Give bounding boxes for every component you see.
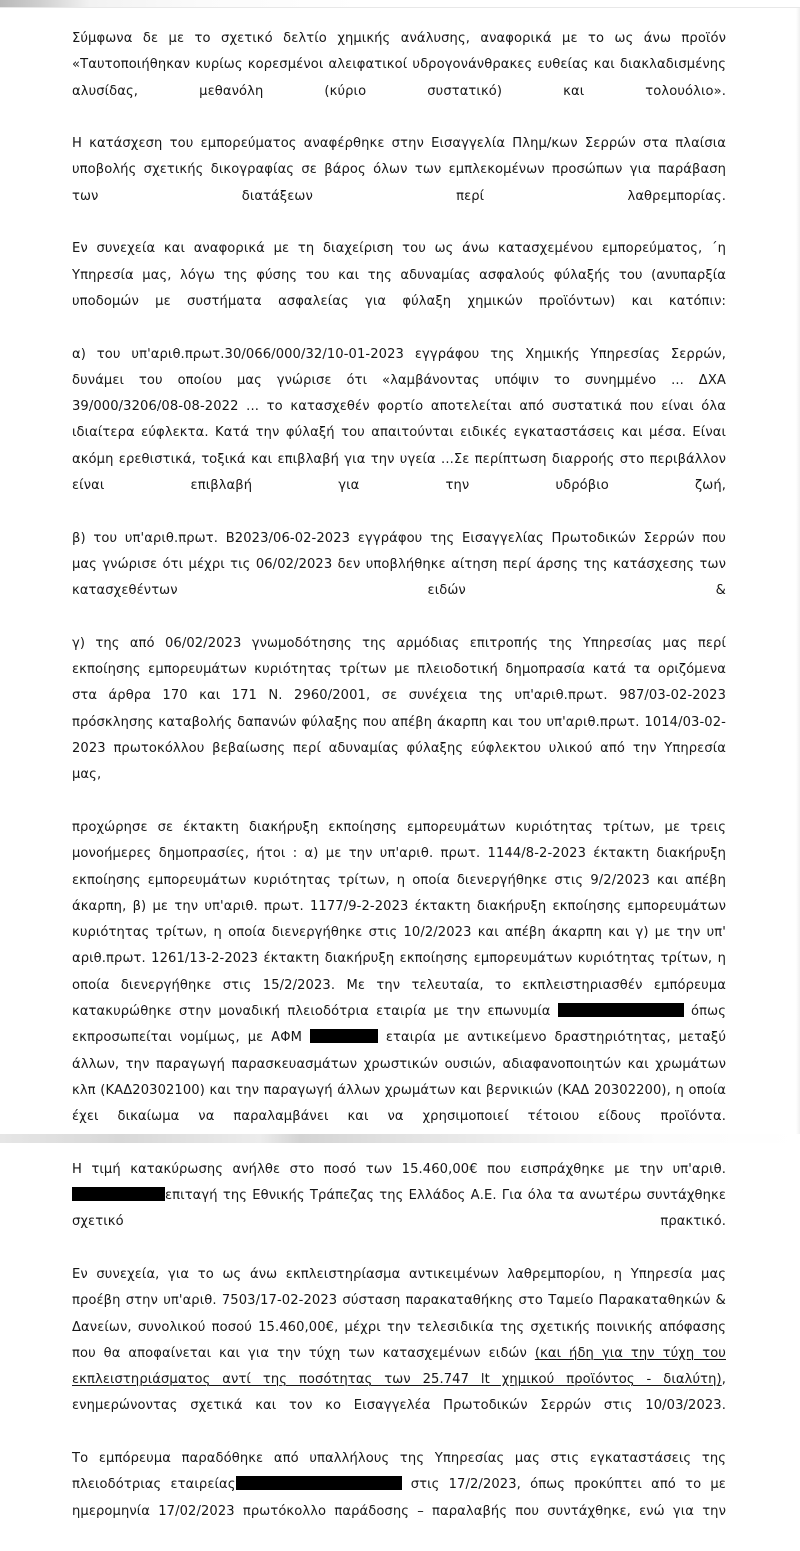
paragraph [72, 1262, 726, 1446]
paragraph [72, 236, 726, 341]
document-text-body [72, 26, 726, 1551]
paragraph-text: Σύμφωνα δε με το σχετικό δελτίο χημικής ανάλυσης, αναφορικά με το ως άνω προϊόν «Ταυτοποιήθηκαν κυρίως κορεσμένοι αλειφατικοί υδρογονάνθρακες ευθείας και διακλαδισμένης αλυσίδας, μεθανόλη (κύριο συστατικό) και τολουόλιο». [72, 31, 726, 99]
paragraph-text: επιταγή της Εθνικής Τράπεζας της Ελλάδος Α.Ε. Για όλα τα ανωτέρω συντάχθηκε σχετικό πρακτικό. [72, 1188, 726, 1230]
paragraph [72, 1446, 726, 1551]
paragraph [72, 131, 726, 236]
paragraph [72, 26, 726, 131]
paragraph-text: Το εμπόρευμα παραδόθηκε από υπαλλήλους της Υπηρεσίας μας στις εγκαταστάσεις της πλειοδότριας εταιρείας [72, 1451, 726, 1493]
redaction-afm [310, 1029, 378, 1043]
paragraph [72, 526, 726, 631]
redaction-cheque-number [72, 1187, 165, 1201]
paragraph-text: στις 17/2/2023, όπως προκύπτει από το με ημερομηνία 17/02/2023 πρωτόκολλο παράδοσης – παραλαβής που συντάχθηκε, ενώ για την [72, 1477, 726, 1519]
paragraph-text: Η κατάσχεση του εμπορεύματος αναφέρθηκε στην Εισαγγελία Πλημ/κων Σερρών στα πλαίσια υποβολής σχετικής δικογραφίας σε βάρος όλων των εμπλεκομένων προσώπων για παράβαση των διατάξεων περί λαθρεμπορίας. [72, 136, 726, 204]
paragraph-text: α) του υπ'αριθ.πρωτ.30/066/000/32/10-01-2023 εγγράφου της Χημικής Υπηρεσίας Σερρών, δυνάμει του οποίου μας γνώρισε ότι «λαμβάνοντας υπόψιν το συνημμένο ... ΔΧΑ 39/000/3206/08-08-2022 ... το κατασχεθέν φορτίο αποτελείται από συστατικά που είναι όλα ιδιαίτερα εύφλεκτα. Κατά την φύλαξή του απαιτούνται ειδικές εγκαταστάσεις και μέσα. Είναι ακόμη ερεθιστικά, τοξικά και επιβλαβή για την υγεία ...Σε περίπτωση διαρροής στο περιβάλλον είναι επιβλαβή για την υδρόβιο ζωή, [72, 346, 726, 494]
redaction-company-name [558, 1003, 684, 1017]
paragraph [72, 631, 726, 815]
underlined-passage: (και ήδη για την τύχη του εκπλειστηριάσματος αντί της ποσότητας των 25.747 lt χημικού προϊόντος - διαλύτη) [72, 1345, 726, 1388]
paragraph [72, 815, 726, 1157]
scan-artifact-top-edge [0, 0, 800, 7]
redaction-firm-name [236, 1476, 402, 1490]
paragraph [72, 342, 726, 526]
paragraph-text: Εν συνεχεία, για το ως άνω εκπλειστηρίασμα αντικειμένων λαθρεμπορίου, η Υπηρεσία μας προέβη στην υπ'αριθ. 7503/17-02-2023 σύσταση παρακαταθήκης στο Ταμείο Παρακαταθηκών & Δανείων, συνολικού ποσού 15.460,00€, μέχρι την τελεσιδικία της σχετικής ποινικής απόφασης που θα αποφαίνεται και για την τύχη των κατασχεμένων ειδών [72, 1266, 726, 1361]
paragraph [72, 1157, 726, 1262]
paragraph-text: Η τιμή κατακύρωσης ανήλθε στο ποσό των 15.460,00€ που εισπράχθηκε με την υπ'αριθ. [72, 1161, 726, 1177]
scan-artifact-top-line [0, 7, 800, 8]
paragraph-text: Εν συνεχεία και αναφορικά με τη διαχείριση του ως άνω κατασχεμένου εμπορεύματος, ΄η Υπηρεσία μας, λόγω της φύσης του και της αδυναμίας ασφαλούς φύλαξής του (ανυπαρξία υποδομών με συστήματα ασφαλείας για φύλαξη χημικών προϊόντων) και κατόπιν: [72, 241, 726, 309]
scan-artifact-right-edge [796, 8, 800, 1138]
paragraph-text: γ) της από 06/02/2023 γνωμοδότησης της αρμόδιας επιτροπής της Υπηρεσίας μας περί εκποίησης εμπορευμάτων κυριότητας τρίτων με πλειοδοτική δημοπρασία κατά τα οριζόμενα στα άρθρα 170 και 171 Ν. 2960/2001, σε συνέχεια της υπ'αριθ.πρωτ. 987/03-02-2023 πρόσκλησης καταβολής δαπανών φύλαξης που απέβη άκαρπη και του υπ'αριθ.πρωτ. 1014/03-02-2023 πρωτοκόλλου βεβαίωσης περί αδυναμίας φύλαξης εύφλεκτου υλικού από την Υπηρεσία μας, [72, 635, 726, 783]
paragraph-text: όπως εκπροσωπείται νομίμως, με ΑΦΜ [72, 1003, 726, 1046]
paragraph-text: , ενημερώνοντας σχετικά και τον κο Εισαγγελέα Πρωτοδικών Σερρών στις 10/03/2023. [72, 1372, 726, 1414]
paragraph-text: β) του υπ'αριθ.πρωτ. Β2023/06-02-2023 εγγράφου της Εισαγγελίας Πρωτοδικών Σερρών που μας γνώρισε ότι μέχρι τις 06/02/2023 δεν υποβλήθηκε αίτηση περί άρσης της κατάσχεσης των κατασχεθέντων ειδών & [72, 530, 726, 599]
paragraph-text: εταιρία με αντικείμενο δραστηριότητας, μεταξύ άλλων, την παραγωγή παρασκευασμάτων χρωστικών ουσιών, αδιαφανοποιητών και χρωμάτων κλπ (ΚΑΔ20302100) και την παραγωγή άλλων χρωμάτων και βερνικιών (ΚΑΔ 20302200), η οποία έχει δικαίωμα να παραλαμβάνει και να χρησιμοποιεί τέτοιου είδους προϊόντα. [72, 1030, 726, 1125]
paragraph-text: προχώρησε σε έκτακτη διακήρυξη εκποίησης εμπορευμάτων κυριότητας τρίτων, με τρεις μονοήμερες δημοπρασίες, ήτοι : α) με την υπ'αριθ. πρωτ. 1144/8-2-2023 έκτακτη διακήρυξη εκποίησης εμπορευμάτων κυριότητας τρίτων, η οποία διενεργήθηκε στις 9/2/2023 και απέβη άκαρπη, β) με την υπ'αριθ. πρωτ. 1177/9-2-2023 έκτακτη διακήρυξη εκποίησης εμπορευμάτων κυριότητας τρίτων, η οποία διενεργήθηκε στις 10/2/2023 και απέβη άκαρπη και γ) με την υπ' αριθ.πρωτ. 1261/13-2-2023 έκτακτη διακήρυξη εκποίησης εμπορευμάτων κυριότητας τρίτων, η οποία διενεργήθηκε στις 15/2/2023. Με την τελευταία, το εκπλειστηριασθέν εμπόρευμα κατακυρώθηκε στην μοναδική πλειοδότρια εταιρία με την επωνυμία [72, 819, 726, 1019]
